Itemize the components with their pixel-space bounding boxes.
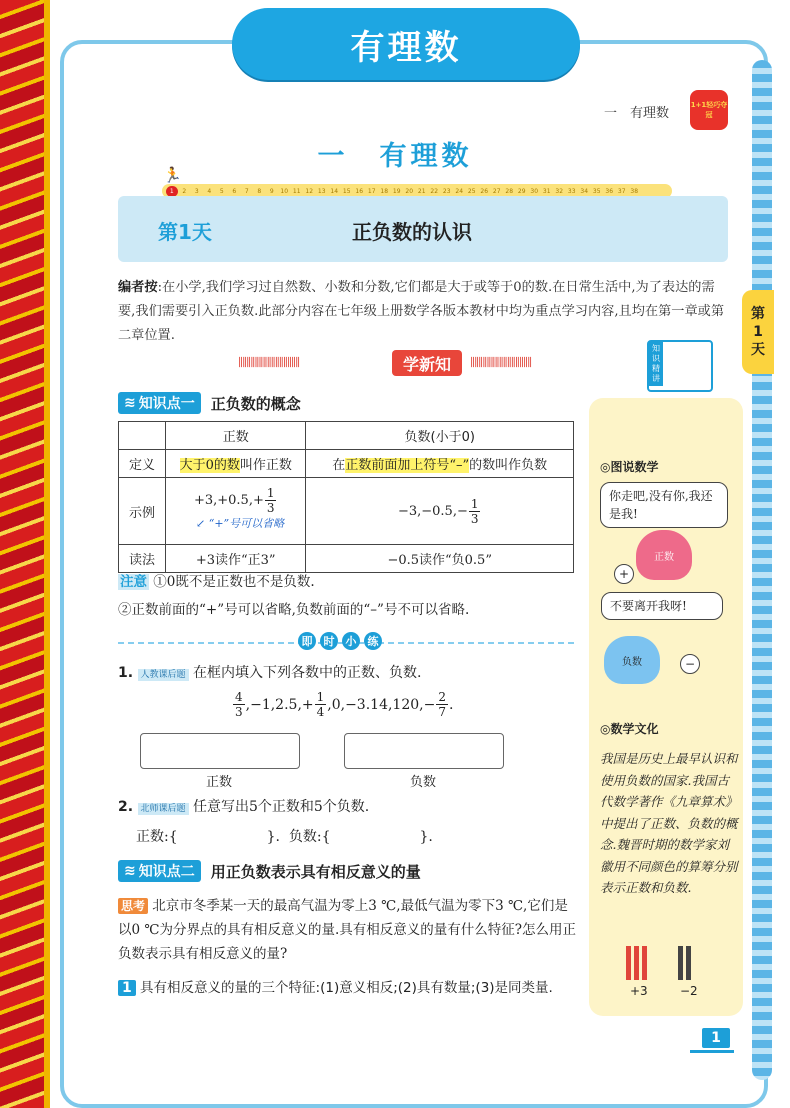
question-source: 北师课后题 <box>138 803 189 815</box>
progress-day: 30 <box>530 187 539 195</box>
progress-day: 38 <box>630 187 639 195</box>
def-neg-pre: 在 <box>332 458 346 473</box>
wave-icon: ≋ <box>124 863 136 879</box>
fraction-denominator: 4 <box>316 705 325 719</box>
fraction-numerator: 4 <box>235 690 243 704</box>
progress-day: 23 <box>442 187 451 195</box>
read-positive: +3读作“正3” <box>166 545 306 573</box>
progress-day: 16 <box>355 187 364 195</box>
progress-day: 21 <box>417 187 426 195</box>
row-label-example: 示例 <box>119 478 166 545</box>
negative-monster-icon <box>604 636 660 684</box>
think-paragraph <box>118 894 578 966</box>
def-neg-highlight: 正数前面加上符号“–” <box>345 458 470 473</box>
positive-answer-box[interactable] <box>140 733 300 769</box>
section-deco-left: ∥∥∥∥∥∥∥∥∥∥∥∥∥∥∥ <box>238 356 300 369</box>
side-tab-line1: 第 <box>751 306 765 322</box>
speech-bubble-2: 不要离开我呀! <box>601 592 723 620</box>
red-rod <box>634 946 639 980</box>
fraction-numerator: 1 <box>316 690 325 704</box>
feature-number: 1 <box>118 980 136 996</box>
kp2-tag <box>118 860 201 882</box>
monster1-label: 正数 <box>654 551 674 563</box>
progress-day: 25 <box>467 187 476 195</box>
progress-day: 10 <box>280 187 289 195</box>
counting-rods-icon <box>620 944 710 984</box>
fraction <box>469 497 481 526</box>
question-number: 2. <box>118 799 134 815</box>
progress-day: 4 <box>207 187 212 195</box>
side-tab-line3: 天 <box>751 342 765 358</box>
red-rod <box>642 946 647 980</box>
example-negative <box>306 478 574 545</box>
table-row <box>119 450 574 478</box>
negative-answer-box[interactable] <box>344 733 504 769</box>
runner-icon: 🏃 <box>163 166 182 184</box>
number-list-mid1: ,−1,2.5,+ <box>245 696 314 713</box>
features-paragraph <box>118 974 578 1002</box>
table-header-negative: 负数(小于0) <box>306 422 574 450</box>
black-rod <box>678 946 683 980</box>
table-row <box>119 545 574 573</box>
practice-char: 时 <box>320 632 338 650</box>
fraction <box>436 690 448 719</box>
section-heading: 学新知 <box>392 350 462 376</box>
question-source: 人教课后题 <box>138 669 189 681</box>
practice-char: 练 <box>364 632 382 650</box>
practice-char: 小 <box>342 632 360 650</box>
wave-icon: ≋ <box>124 395 136 411</box>
progress-day: 1 <box>166 186 178 197</box>
note-tag: 注意 <box>120 574 147 590</box>
kp1-tag-label: 知识点一 <box>138 396 195 412</box>
ex-neg-text: −3,−0.5,− <box>397 503 468 519</box>
number-list <box>232 690 453 719</box>
question-2-answer-line[interactable]: 正数:{ }. 负数:{ }. <box>136 829 433 845</box>
fraction-numerator: 1 <box>266 486 275 500</box>
example-positive <box>166 478 306 545</box>
fraction-numerator: 1 <box>470 496 479 511</box>
note-1-text: ①0既不是正数也不是负数. <box>153 574 315 590</box>
read-negative: −0.5读作“负0.5” <box>306 545 574 573</box>
decorative-wave-border <box>752 60 772 1080</box>
positive-monster-icon <box>636 530 692 580</box>
black-rod <box>686 946 691 980</box>
note-1 <box>118 570 315 590</box>
progress-day: 33 <box>567 187 576 195</box>
day-label: 第1天 <box>158 220 212 244</box>
page-number: 1 <box>702 1028 730 1048</box>
progress-day: 19 <box>392 187 401 195</box>
knowledge-badge-label: 知识精讲 <box>649 342 663 386</box>
fraction-denominator: 3 <box>266 501 275 515</box>
logo-text: 1+1轻巧夺冠 <box>690 101 728 119</box>
speech-bubble-1: 你走吧,没有你,我还是我! <box>600 482 728 528</box>
progress-day: 29 <box>517 187 526 195</box>
progress-day: 27 <box>492 187 501 195</box>
concept-table <box>118 421 574 573</box>
red-rod <box>626 946 631 980</box>
fraction <box>315 690 327 719</box>
sidebar-culture-title: ◎数学文化 <box>600 722 659 736</box>
question-1 <box>118 662 421 682</box>
curved-arrow-icon: ↙ <box>196 517 206 530</box>
editor-note-text: :在小学,我们学习过自然数、小数和分数,它们都是大于或等于0的数.在日常生活中,为了表达的需要,我们需要引入正负数.此部分内容在七年级上册数学各版本教材中均为重点学习内容,且均在第一章或第二章位置. <box>118 280 725 343</box>
features-text: 具有相反意义的量的三个特征:(1)意义相反;(2)具有数量;(3)是同类量. <box>135 980 553 996</box>
def-pos-highlight: 大于0的数 <box>179 458 240 473</box>
table-row <box>119 478 574 545</box>
ex-pos-text: +3,+0.5,+ <box>193 493 264 508</box>
def-pos-rest: 叫作正数 <box>239 458 292 473</box>
progress-day: 3 <box>194 187 199 195</box>
minus-icon: − <box>680 654 700 674</box>
progress-day: 17 <box>367 187 376 195</box>
progress-day: 20 <box>405 187 414 195</box>
progress-day: 35 <box>592 187 601 195</box>
question-number: 1. <box>118 665 134 681</box>
monster2-label: 负数 <box>622 656 642 668</box>
progress-day: 8 <box>257 187 262 195</box>
practice-heading <box>298 632 382 650</box>
kp2-title: 用正负数表示具有相反意义的量 <box>210 862 421 881</box>
think-text: 北京市冬季某一天的最高气温为零上3 ℃,最低气温为零下3 ℃,它们是以0 ℃为分界点的具有相反意义的量.具有相反意义的量有什么特征?怎么用正负数表示具有相反意义的量? <box>118 898 577 962</box>
table-row <box>119 422 574 450</box>
brand-logo-icon <box>690 90 728 130</box>
rod-label-negative: −2 <box>680 984 698 998</box>
progress-day: 9 <box>269 187 274 195</box>
table-cell <box>119 422 166 450</box>
fraction-denominator: 3 <box>235 705 243 719</box>
kp1-tag <box>118 392 201 414</box>
progress-day: 7 <box>244 187 249 195</box>
def-negative <box>306 450 574 478</box>
progress-day: 22 <box>430 187 439 195</box>
fraction <box>233 690 245 719</box>
table-header-positive: 正数 <box>166 422 306 450</box>
kp1-title: 正负数的概念 <box>210 394 301 413</box>
progress-day: 24 <box>455 187 464 195</box>
negative-box-label: 负数 <box>410 775 437 790</box>
progress-day: 11 <box>292 187 301 195</box>
kp2-header <box>118 860 421 882</box>
positive-box-label: 正数 <box>206 775 233 790</box>
def-positive <box>166 450 306 478</box>
def-neg-rest: 的数叫作负数 <box>469 458 548 473</box>
question-text: 在框内填入下列各数中的正数、负数. <box>192 665 422 681</box>
number-list-mid2: ,0,−3.14,120,− <box>327 696 436 713</box>
running-header: 一 有理数 <box>604 106 670 121</box>
row-label-definition: 定义 <box>119 450 166 478</box>
progress-day: 12 <box>305 187 314 195</box>
sidebar-pic-title: ◎图说数学 <box>600 460 659 474</box>
progress-day: 34 <box>580 187 589 195</box>
page-number-underline <box>690 1050 734 1053</box>
section-deco-right: ∥∥∥∥∥∥∥∥∥∥∥∥∥∥∥ <box>470 356 532 369</box>
note-2: ②正数前面的“+”号可以省略,负数前面的“–”号不可以省略. <box>118 602 470 618</box>
progress-day: 32 <box>555 187 564 195</box>
progress-day: 31 <box>542 187 551 195</box>
plus-icon: + <box>614 564 634 584</box>
editor-note <box>118 276 730 348</box>
fraction-numerator: 2 <box>438 690 446 704</box>
progress-day: 14 <box>330 187 339 195</box>
progress-day: 6 <box>232 187 237 195</box>
chapter-title: 一 有理数 <box>317 141 473 172</box>
question-2 <box>118 796 369 816</box>
fraction <box>265 486 277 515</box>
row-label-reading: 读法 <box>119 545 166 573</box>
progress-day: 26 <box>480 187 489 195</box>
kp2-tag-label: 知识点二 <box>138 864 195 880</box>
rod-label-positive: +3 <box>630 984 648 998</box>
sidebar-culture-text: 我国是历史上最早认识和使用负数的国家.我国古代数学著作《九章算术》中提出了正数、负数的概念.魏晋时期的数学家刘徽用不同颜色的算筹分别表示正数和负数. <box>600 751 738 895</box>
progress-day: 15 <box>342 187 351 195</box>
side-tab-line2: 1 <box>753 324 763 340</box>
progress-day: 28 <box>505 187 514 195</box>
practice-char: 即 <box>298 632 316 650</box>
editor-note-lead: 编者按 <box>118 280 158 295</box>
kp1-header <box>118 392 301 414</box>
progress-day: 18 <box>380 187 389 195</box>
progress-day: 13 <box>317 187 326 195</box>
question-text: 任意写出5个正数和5个负数. <box>192 799 370 815</box>
day-topic: 正负数的认识 <box>352 220 472 244</box>
progress-day: 2 <box>182 187 187 195</box>
handwritten-note <box>196 515 284 531</box>
number-list-end: . <box>448 696 454 713</box>
fraction-denominator: 3 <box>470 511 479 526</box>
progress-day: 36 <box>605 187 614 195</box>
handwritten-note-text: “+”号可以省略 <box>208 517 285 530</box>
fraction-denominator: 7 <box>438 705 446 719</box>
think-tag: 思考 <box>118 898 148 914</box>
banner-title: 有理数 <box>232 8 580 80</box>
progress-day: 5 <box>219 187 224 195</box>
progress-day: 37 <box>617 187 626 195</box>
side-day-tab <box>742 290 774 374</box>
